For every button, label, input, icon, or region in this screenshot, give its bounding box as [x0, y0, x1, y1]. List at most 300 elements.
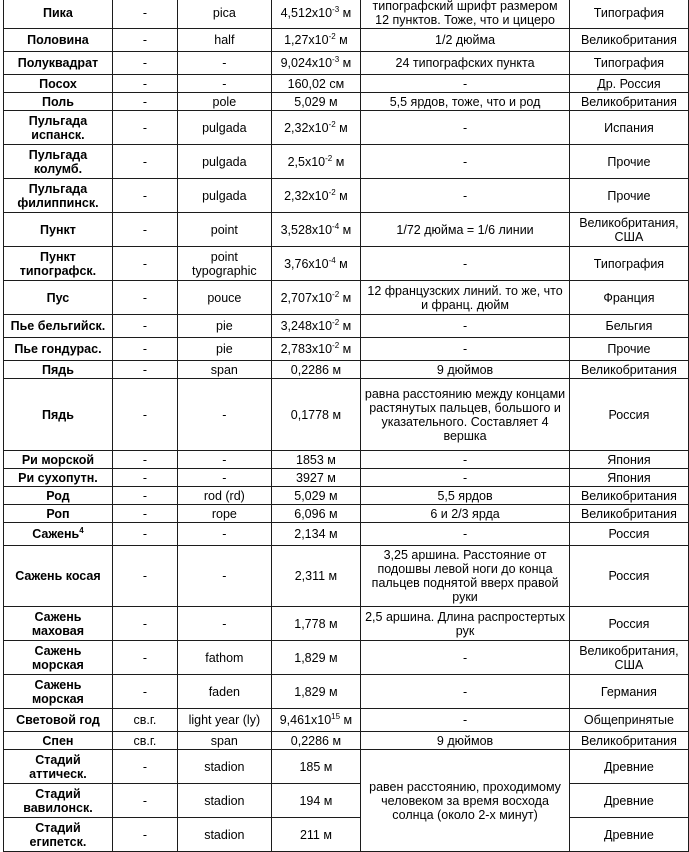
- region-cell: [570, 641, 688, 674]
- unit-name-cell: [4, 179, 112, 212]
- unit-name-cell-text: Стадий аттическ.: [29, 752, 87, 781]
- original-name-cell: [178, 709, 271, 731]
- value-unit: м: [335, 256, 348, 271]
- unit-name-cell-text: Половина: [27, 33, 89, 47]
- original-name-cell: [178, 281, 271, 314]
- value-exponent: -2: [328, 31, 336, 41]
- note-cell-text: 6 и 2/3 ярда: [430, 506, 500, 521]
- unit-name-cell-text: Пядь: [42, 407, 74, 422]
- original-name-cell: [178, 675, 271, 708]
- note-cell-text: -: [462, 120, 468, 135]
- table-row: [4, 361, 688, 378]
- abbreviation-cell: [113, 487, 177, 504]
- value-cell-text: 1853 м: [296, 452, 336, 467]
- note-cell-text: 12 французских линий. то же, что и франц. дюйм: [367, 283, 563, 312]
- region-cell: [570, 361, 688, 378]
- table-row: [4, 0, 688, 28]
- abbreviation-cell: [113, 52, 177, 74]
- value-cell-text: 1,829 м: [294, 650, 338, 665]
- abbreviation-cell-text: -: [142, 527, 148, 541]
- original-name-cell: [178, 487, 271, 504]
- original-name-cell: [178, 0, 271, 28]
- table-row: [4, 732, 688, 749]
- original-name-cell: [178, 75, 271, 92]
- table-row: [4, 607, 688, 640]
- table-row: [4, 338, 688, 360]
- original-name-cell: [178, 732, 271, 749]
- table-row: [4, 487, 688, 504]
- value-exponent: -3: [332, 4, 340, 14]
- table-row: [4, 29, 688, 51]
- value-cell: [272, 505, 361, 522]
- value-unit: м: [339, 222, 352, 237]
- value-cell: [272, 732, 361, 749]
- region-cell-text: Др. Россия: [597, 76, 661, 91]
- original-name-cell-text: -: [222, 76, 227, 91]
- unit-name-cell: [4, 505, 112, 522]
- unit-name-cell: [4, 145, 112, 178]
- value-cell-text: 3,76х10: [284, 256, 329, 271]
- note-cell: [361, 709, 569, 731]
- abbreviation-cell-text: -: [142, 616, 148, 631]
- original-name-cell-text: -: [222, 470, 227, 485]
- value-cell-text: 2,5х10: [287, 154, 326, 169]
- value-cell: [272, 75, 361, 92]
- note-cell-text: 5,5 ярдов, тоже, что и род: [389, 94, 541, 109]
- table-row: [4, 469, 688, 486]
- abbreviation-cell-text: -: [142, 793, 148, 808]
- value-cell-text: 1,27х10: [284, 33, 329, 47]
- value-cell-text: 0,2286 м: [290, 733, 342, 748]
- unit-name-cell: [4, 607, 112, 640]
- value-cell: [272, 0, 361, 28]
- abbreviation-cell-text: -: [142, 154, 148, 169]
- unit-name-cell-text: Пье бельгийск.: [10, 319, 106, 333]
- original-name-cell-text: stadion: [204, 759, 245, 774]
- note-cell: [361, 469, 569, 486]
- region-cell: [570, 315, 688, 337]
- value-exponent: -2: [332, 289, 340, 299]
- note-cell-text: -: [462, 527, 468, 541]
- region-cell-text: Древние: [604, 793, 654, 808]
- region-cell: [570, 93, 688, 110]
- value-cell: [272, 29, 361, 51]
- note-cell: [361, 750, 569, 851]
- original-name-cell: [178, 469, 271, 486]
- abbreviation-cell: [113, 505, 177, 522]
- region-cell-text: Франция: [603, 290, 655, 305]
- region-cell-text: Великобритания: [580, 733, 677, 748]
- abbreviation-cell-text: -: [142, 342, 148, 356]
- original-name-cell: [178, 379, 271, 450]
- unit-name-footnote: 4: [79, 525, 84, 535]
- units-table-container: [3, 0, 689, 852]
- unit-name-cell: [4, 750, 112, 783]
- region-cell: [570, 75, 688, 92]
- region-cell-text: Германия: [600, 684, 657, 699]
- unit-name-cell: [4, 641, 112, 674]
- region-cell-text: Древние: [604, 759, 654, 774]
- original-name-cell: [178, 641, 271, 674]
- abbreviation-cell-text: -: [142, 506, 148, 521]
- note-cell: [361, 145, 569, 178]
- abbreviation-cell-text: -: [142, 188, 148, 203]
- note-cell: [361, 675, 569, 708]
- unit-name-cell-text: Пус: [46, 290, 70, 305]
- unit-name-cell: [4, 784, 112, 817]
- original-name-cell: [178, 29, 271, 51]
- unit-name-cell: [4, 675, 112, 708]
- unit-name-cell-text: Стадий вавилонск.: [23, 786, 93, 815]
- abbreviation-cell-text: -: [142, 120, 148, 135]
- note-cell-text: -: [462, 319, 468, 333]
- region-cell-text: Россия: [608, 616, 650, 631]
- table-row: [4, 247, 688, 280]
- unit-name-cell-text: Сажень морская: [32, 677, 84, 706]
- value-unit: м: [339, 5, 352, 20]
- region-cell-text: Великобритания: [580, 362, 677, 377]
- unit-name-cell-text: Сажень морская: [32, 643, 84, 672]
- original-name-cell-text: -: [222, 527, 227, 541]
- table-row: [4, 451, 688, 468]
- value-cell-text: 0,1778 м: [290, 407, 342, 422]
- abbreviation-cell: [113, 818, 177, 851]
- unit-name-cell: [4, 315, 112, 337]
- table-row: [4, 111, 688, 144]
- note-cell-text: 1/72 дюйма = 1/6 линии: [396, 222, 534, 237]
- note-cell: [361, 732, 569, 749]
- abbreviation-cell-text: -: [142, 452, 148, 467]
- units-table: [3, 0, 689, 852]
- region-cell: [570, 379, 688, 450]
- original-name-cell-text: stadion: [204, 793, 245, 808]
- note-cell: [361, 505, 569, 522]
- original-name-cell-text: pole: [212, 94, 237, 109]
- value-unit: м: [339, 56, 352, 70]
- table-row: [4, 52, 688, 74]
- abbreviation-cell: [113, 179, 177, 212]
- note-cell-text: -: [462, 154, 468, 169]
- abbreviation-cell: [113, 546, 177, 606]
- region-cell-text: Великобритания, США: [579, 215, 679, 244]
- region-cell: [570, 750, 688, 783]
- unit-name-cell: [4, 546, 112, 606]
- value-exponent: -2: [325, 153, 333, 163]
- original-name-cell: [178, 361, 271, 378]
- note-cell: [361, 179, 569, 212]
- region-cell: [570, 179, 688, 212]
- value-cell: [272, 247, 361, 280]
- units-table-body: [4, 0, 688, 851]
- note-cell-text: типографский шрифт размером 12 пунктов. Тоже, что и цицеро: [372, 0, 558, 27]
- abbreviation-cell: [113, 111, 177, 144]
- original-name-cell: [178, 111, 271, 144]
- region-cell: [570, 732, 688, 749]
- note-cell: [361, 451, 569, 468]
- region-cell-text: Прочие: [607, 188, 651, 203]
- note-cell-text: 1/2 дюйма: [435, 33, 496, 47]
- value-cell-text: 2,311 м: [294, 569, 338, 583]
- note-cell-text: -: [462, 452, 468, 467]
- abbreviation-cell: [113, 213, 177, 246]
- region-cell-text: Россия: [608, 407, 650, 422]
- note-cell: [361, 29, 569, 51]
- value-cell: [272, 379, 361, 450]
- value-cell-text: 1,829 м: [294, 684, 338, 699]
- abbreviation-cell-text: -: [142, 407, 148, 422]
- note-cell: [361, 338, 569, 360]
- region-cell: [570, 29, 688, 51]
- value-unit: м: [335, 120, 348, 135]
- value-cell: [272, 111, 361, 144]
- region-cell-text: Великобритания: [580, 94, 677, 109]
- note-cell-text: равен расстоянию, проходимому человеком за время восхода солнца (около 2-х минут): [369, 779, 561, 822]
- value-cell-text: 211 м: [299, 827, 332, 842]
- abbreviation-cell-text: -: [142, 759, 148, 774]
- original-name-cell-text: -: [222, 56, 227, 70]
- original-name-cell: [178, 145, 271, 178]
- note-cell: [361, 523, 569, 545]
- original-name-cell: [178, 546, 271, 606]
- region-cell-text: Испания: [604, 120, 654, 135]
- note-cell-text: -: [462, 713, 468, 727]
- value-cell-text: 160,02 см: [287, 76, 345, 91]
- region-cell-text: Великобритания: [580, 488, 677, 503]
- original-name-cell-text: pouce: [207, 290, 242, 305]
- original-name-cell: [178, 247, 271, 280]
- abbreviation-cell-text: -: [142, 650, 148, 665]
- region-cell-text: Россия: [608, 527, 650, 541]
- value-cell-text: 185 м: [299, 759, 333, 774]
- abbreviation-cell: [113, 75, 177, 92]
- table-row: [4, 675, 688, 708]
- abbreviation-cell: [113, 451, 177, 468]
- abbreviation-cell: [113, 750, 177, 783]
- original-name-cell-text: point: [210, 222, 238, 237]
- value-cell-text: 2,134 м: [294, 527, 338, 541]
- unit-name-cell: [4, 523, 112, 545]
- abbreviation-cell: [113, 29, 177, 51]
- abbreviation-cell-text: -: [142, 56, 148, 70]
- value-cell-text: 3,248х10: [280, 319, 333, 333]
- original-name-cell-text: light year (ly): [188, 713, 261, 727]
- abbreviation-cell: [113, 607, 177, 640]
- region-cell: [570, 52, 688, 74]
- note-cell-text: -: [462, 684, 468, 699]
- value-cell: [272, 523, 361, 545]
- unit-name-cell: [4, 93, 112, 110]
- value-cell: [272, 145, 361, 178]
- unit-name-cell: [4, 487, 112, 504]
- note-cell-text: -: [462, 256, 468, 271]
- value-cell: [272, 641, 361, 674]
- value-cell: [272, 451, 361, 468]
- value-exponent: 15: [331, 711, 341, 721]
- unit-name-cell: [4, 213, 112, 246]
- value-cell-text: 6,096 м: [294, 506, 338, 521]
- abbreviation-cell: [113, 675, 177, 708]
- table-row: [4, 281, 688, 314]
- region-cell-text: Типография: [593, 256, 665, 271]
- original-name-cell: [178, 818, 271, 851]
- note-cell: [361, 361, 569, 378]
- original-name-cell-text: pulgada: [202, 120, 247, 135]
- unit-name-cell-text: Пье гондурас.: [14, 342, 102, 356]
- value-cell: [272, 487, 361, 504]
- value-cell: [272, 338, 361, 360]
- unit-name-cell-text: Пункт типографск.: [19, 249, 97, 278]
- unit-name-cell-text: Пика: [43, 5, 73, 20]
- table-row: [4, 315, 688, 337]
- unit-name-cell: [4, 29, 112, 51]
- note-cell-text: 9 дюймов: [436, 733, 494, 748]
- region-cell-text: Великобритания: [580, 506, 677, 521]
- value-cell: [272, 750, 361, 783]
- value-cell: [272, 675, 361, 708]
- value-cell-text: 1,778 м: [294, 616, 338, 631]
- table-row: [4, 93, 688, 110]
- unit-name-cell: [4, 451, 112, 468]
- table-row: [4, 818, 688, 851]
- unit-name-cell-text: Полуквадрат: [17, 56, 99, 70]
- value-cell: [272, 709, 361, 731]
- original-name-cell-text: span: [210, 733, 238, 748]
- value-cell-text: 194 м: [299, 793, 333, 808]
- abbreviation-cell: [113, 361, 177, 378]
- note-cell: [361, 93, 569, 110]
- abbreviation-cell: [113, 732, 177, 749]
- abbreviation-cell-text: св.г.: [133, 733, 157, 748]
- note-cell: [361, 281, 569, 314]
- unit-name-cell-text: Сажень маховая: [31, 609, 84, 638]
- abbreviation-cell: [113, 523, 177, 545]
- region-cell: [570, 281, 688, 314]
- abbreviation-cell: [113, 145, 177, 178]
- table-row: [4, 784, 688, 817]
- value-cell-text: 5,029 м: [294, 488, 338, 503]
- table-row: [4, 379, 688, 450]
- region-cell-text: Прочие: [607, 342, 651, 356]
- original-name-cell-text: span: [210, 362, 238, 377]
- original-name-cell: [178, 523, 271, 545]
- abbreviation-cell-text: -: [142, 827, 148, 842]
- unit-name-cell-text: Пульгада колумб.: [28, 147, 88, 176]
- value-cell-text: 9,461х10: [279, 713, 332, 727]
- unit-name-cell: [4, 709, 112, 731]
- abbreviation-cell-text: -: [142, 290, 148, 305]
- note-cell: [361, 315, 569, 337]
- value-exponent: -4: [328, 255, 336, 265]
- table-row: [4, 505, 688, 522]
- original-name-cell-text: -: [222, 569, 227, 583]
- unit-name-cell: [4, 0, 112, 28]
- value-unit: м: [335, 188, 348, 203]
- value-cell: [272, 93, 361, 110]
- region-cell: [570, 487, 688, 504]
- note-cell-text: 5,5 ярдов: [437, 488, 493, 503]
- original-name-cell-text: pie: [216, 342, 233, 356]
- value-unit: м: [340, 713, 353, 727]
- region-cell: [570, 784, 688, 817]
- value-unit: м: [335, 33, 348, 47]
- note-cell: [361, 111, 569, 144]
- note-cell: [361, 247, 569, 280]
- value-cell: [272, 607, 361, 640]
- original-name-cell: [178, 179, 271, 212]
- value-unit: м: [339, 342, 352, 356]
- note-cell: [361, 379, 569, 450]
- value-exponent: -2: [328, 119, 336, 129]
- note-cell: [361, 0, 569, 28]
- region-cell-text: Типография: [593, 5, 665, 20]
- note-cell: [361, 75, 569, 92]
- value-unit: м: [339, 319, 352, 333]
- note-cell-text: равна расстоянию между концами растянутых пальцев, большого и указательного. Составляет 4 вершка: [364, 386, 566, 443]
- abbreviation-cell-text: -: [142, 319, 148, 333]
- abbreviation-cell-text: -: [142, 569, 148, 583]
- unit-name-cell-text: Спен: [42, 733, 74, 748]
- region-cell-text: Древние: [604, 827, 654, 842]
- abbreviation-cell-text: -: [142, 94, 148, 109]
- table-row: [4, 145, 688, 178]
- unit-name-cell-text: Световой год: [16, 713, 100, 727]
- region-cell: [570, 505, 688, 522]
- note-cell: [361, 213, 569, 246]
- table-row: [4, 213, 688, 246]
- original-name-cell-text: pulgada: [202, 154, 247, 169]
- region-cell-text: Общепринятые: [583, 713, 674, 727]
- value-exponent: -2: [332, 340, 340, 350]
- table-row: [4, 641, 688, 674]
- note-cell-text: -: [462, 342, 468, 356]
- unit-name-cell-text: Род: [46, 488, 70, 503]
- unit-name-cell-text: Стадий египетск.: [29, 820, 87, 849]
- region-cell: [570, 338, 688, 360]
- value-exponent: -4: [332, 221, 340, 231]
- unit-name-cell-text: Поль: [41, 94, 74, 109]
- unit-name-cell-text: Ри морской: [21, 452, 95, 467]
- unit-name-cell-text: Пункт: [40, 222, 76, 237]
- note-cell-text: 9 дюймов: [436, 362, 494, 377]
- note-cell-text: -: [462, 470, 468, 485]
- unit-name-cell-text: Ри сухопутн.: [18, 470, 98, 485]
- note-cell-text: -: [462, 188, 468, 203]
- original-name-cell: [178, 93, 271, 110]
- value-cell-text: 9,024х10: [280, 56, 333, 70]
- value-cell-text: 5,029 м: [294, 94, 338, 109]
- region-cell: [570, 546, 688, 606]
- note-cell-text: -: [462, 650, 468, 665]
- region-cell: [570, 523, 688, 545]
- region-cell-text: Прочие: [607, 154, 651, 169]
- value-exponent: -2: [328, 187, 336, 197]
- note-cell-text: 3,25 аршина. Расстояние от подошвы левой ноги до конца пальцев поднятой вверх правой руки: [371, 548, 559, 604]
- value-cell-text: 2,32х10: [284, 120, 329, 135]
- table-row: [4, 750, 688, 783]
- abbreviation-cell-text: -: [142, 470, 148, 485]
- abbreviation-cell: [113, 281, 177, 314]
- abbreviation-cell: [113, 315, 177, 337]
- original-name-cell-text: half: [214, 33, 235, 47]
- table-row: [4, 523, 688, 545]
- region-cell: [570, 469, 688, 486]
- value-cell: [272, 52, 361, 74]
- abbreviation-cell: [113, 379, 177, 450]
- abbreviation-cell: [113, 93, 177, 110]
- abbreviation-cell-text: -: [142, 684, 148, 699]
- abbreviation-cell: [113, 0, 177, 28]
- table-row: [4, 709, 688, 731]
